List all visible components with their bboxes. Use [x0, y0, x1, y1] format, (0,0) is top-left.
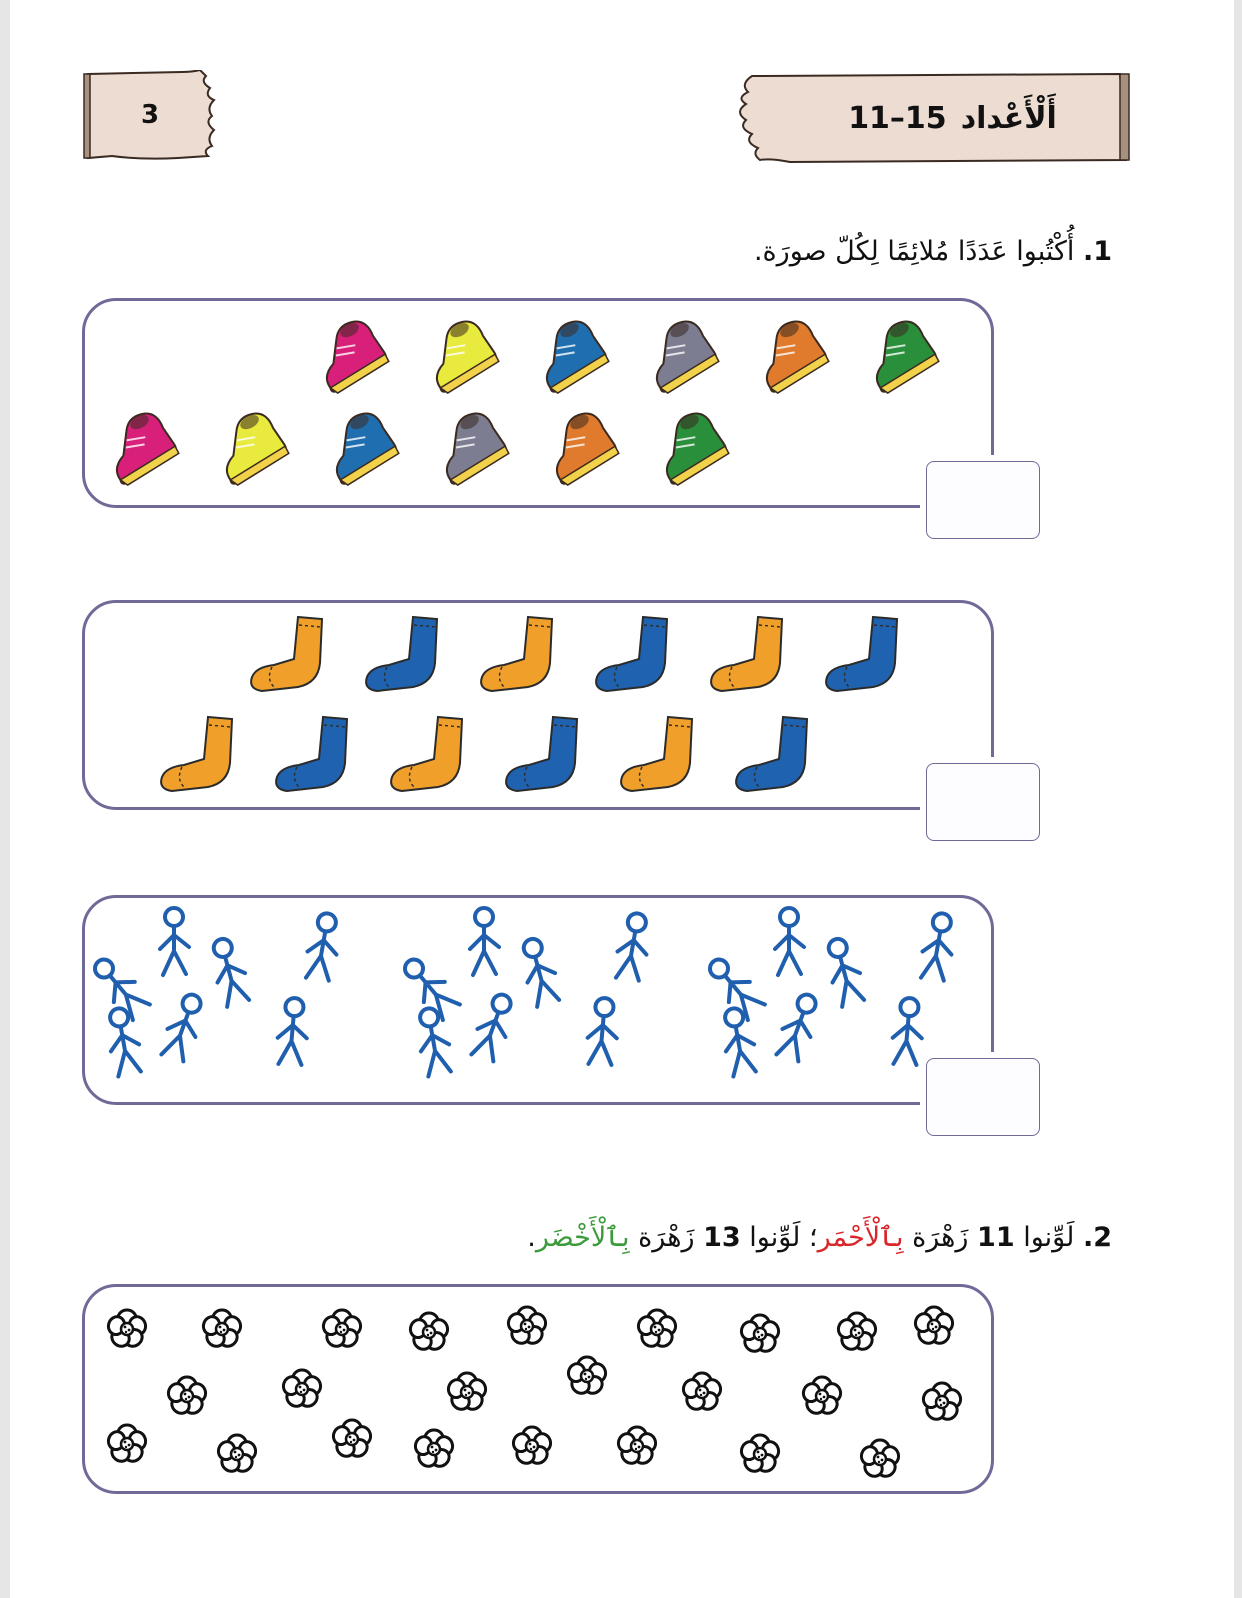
shoe-icon: [317, 406, 401, 487]
shoe-icon: [637, 314, 721, 395]
flower-icon[interactable]: [413, 1430, 455, 1470]
stick-figure-icon: [470, 908, 499, 975]
instruction-separator: ؛: [808, 1222, 818, 1253]
flower-icon[interactable]: [506, 1307, 548, 1347]
flower-icon[interactable]: [616, 1427, 658, 1467]
stick-figure-icon: [397, 952, 462, 1022]
flower-icon[interactable]: [106, 1425, 148, 1465]
sock-icon: [711, 617, 782, 691]
sock-icon: [621, 717, 692, 791]
instruction-text: زَهْرَة: [912, 1222, 969, 1253]
flower-icon[interactable]: [216, 1435, 258, 1475]
flower-icon[interactable]: [446, 1373, 488, 1413]
instruction-end: .: [527, 1222, 536, 1253]
shoe-icon: [307, 314, 391, 395]
sock-icon: [276, 717, 347, 791]
stick-figure-icon: [822, 935, 867, 1007]
exercise-number: 2.: [1082, 1222, 1112, 1253]
shoes-group: [82, 298, 994, 508]
flower-icon[interactable]: [201, 1310, 243, 1350]
stick-figure-icon: [104, 1006, 144, 1077]
instruction-text: لَوِّنوا: [1023, 1222, 1075, 1253]
stick-figure-icon: [517, 935, 562, 1007]
page-title-word: أَلْأَعْداد: [960, 100, 1057, 136]
page-edge: [0, 0, 10, 1598]
shoe-icon: [857, 314, 941, 395]
instruction-text: أُكْتُبوا عَدَدًا مُلائِمًا لِكُلّ صورَة.: [753, 236, 1075, 267]
shoe-icon: [747, 314, 831, 395]
flower-icon[interactable]: [321, 1310, 363, 1350]
flower-icon[interactable]: [739, 1435, 781, 1475]
sock-icon: [506, 717, 577, 791]
stick-figure-icon: [87, 952, 152, 1022]
stick-figure-icon: [585, 997, 620, 1066]
instruction-text: لَوِّنوا: [749, 1222, 801, 1253]
stick-figure-icon: [303, 911, 343, 982]
stick-figure-icon: [275, 997, 310, 1066]
title-banner: [730, 72, 1135, 164]
flower-icon[interactable]: [331, 1420, 373, 1460]
flower-icon[interactable]: [566, 1357, 608, 1397]
page-edge: [1234, 0, 1242, 1598]
stick-figure-icon: [702, 952, 767, 1022]
flower-icon[interactable]: [408, 1313, 450, 1353]
stick-figure-icon: [918, 911, 958, 982]
color-word-red: بِٱلْأَحْمَر: [817, 1222, 904, 1253]
flower-icon[interactable]: [913, 1307, 955, 1347]
stick-figure-icon: [469, 990, 519, 1063]
flower-icon[interactable]: [801, 1377, 843, 1417]
flower-icon[interactable]: [511, 1427, 553, 1467]
page-number: 3: [140, 100, 160, 130]
flower-icon[interactable]: [106, 1310, 148, 1350]
sock-icon: [596, 617, 667, 691]
color-word-green: بِٱلْأَخْضَر: [535, 1222, 630, 1253]
sock-icon: [251, 617, 322, 691]
stick-figure-icon: [774, 990, 824, 1063]
instruction-text: زَهْرَة: [638, 1222, 695, 1253]
stick-figure-icon: [414, 1006, 454, 1077]
shoe-icon: [97, 406, 181, 487]
exercise-number: 1.: [1082, 236, 1112, 267]
flower-icon[interactable]: [921, 1383, 963, 1423]
flower-icon[interactable]: [681, 1373, 723, 1413]
page-number-banner: [82, 70, 218, 160]
shoe-icon: [527, 314, 611, 395]
page-title-range: 11–15: [848, 100, 947, 136]
sock-icon: [826, 617, 897, 691]
figures-group: [82, 895, 994, 1105]
shoe-icon: [537, 406, 621, 487]
stick-figure-icon: [775, 908, 804, 975]
sock-icon: [366, 617, 437, 691]
shoe-icon: [207, 406, 291, 487]
flower-count-red: 11: [977, 1222, 1015, 1253]
stick-figure-icon: [613, 911, 653, 982]
shoe-icon: [427, 406, 511, 487]
flower-count-green: 13: [703, 1222, 741, 1253]
sock-icon: [391, 717, 462, 791]
flower-icon[interactable]: [859, 1440, 901, 1480]
sock-icon: [481, 617, 552, 691]
shoe-icon: [647, 406, 731, 487]
stick-figure-icon: [160, 908, 189, 975]
flower-icon[interactable]: [166, 1377, 208, 1417]
flower-icon[interactable]: [281, 1370, 323, 1410]
flowers-group: [82, 1284, 994, 1494]
stick-figure-icon: [719, 1006, 759, 1077]
sock-icon: [161, 717, 232, 791]
stick-figure-icon: [207, 935, 252, 1007]
stick-figure-icon: [159, 990, 209, 1063]
flower-icon[interactable]: [739, 1315, 781, 1355]
flower-icon[interactable]: [636, 1310, 678, 1350]
flower-icon[interactable]: [836, 1313, 878, 1353]
page-title: [730, 72, 1135, 164]
exercise-2-instruction: [412, 1222, 1112, 1253]
stick-figure-icon: [890, 997, 925, 1066]
exercise-1-instruction: [512, 236, 1112, 267]
shoe-icon: [417, 314, 501, 395]
sock-icon: [736, 717, 807, 791]
socks-group: [82, 600, 994, 810]
